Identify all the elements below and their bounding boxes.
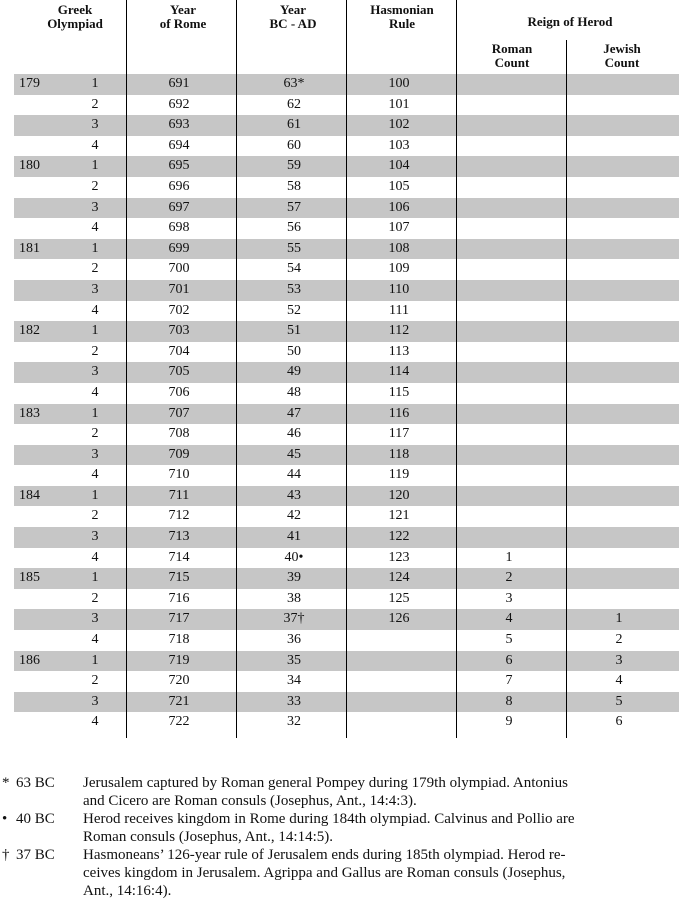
year-bc-ad-cell: 51 xyxy=(287,323,301,339)
olympiad-year-cell: 3 xyxy=(91,117,99,133)
olympiad-year-cell: 2 xyxy=(91,508,99,524)
year-bc-ad-cell: 55 xyxy=(287,240,301,256)
year-bc-ad-cell: 34 xyxy=(287,673,301,689)
year-of-rome-cell: 700 xyxy=(168,261,190,277)
hasmonian-rule-cell: 105 xyxy=(388,178,410,194)
roman-count-cell: 2 xyxy=(505,570,513,586)
year-bc-ad-cell: 56 xyxy=(287,220,301,236)
olympiad-year-cell: 2 xyxy=(91,426,99,442)
year-bc-ad-cell: 42 xyxy=(287,508,301,524)
year-of-rome-cell: 691 xyxy=(168,76,190,91)
column-divider xyxy=(456,0,457,738)
olympiad-year-cell: 2 xyxy=(91,343,99,359)
footnote-mark: • xyxy=(2,811,8,827)
year-of-rome-cell: 697 xyxy=(168,199,190,215)
header-line: Count xyxy=(494,55,530,70)
hasmonian-rule-cell: 101 xyxy=(388,96,410,112)
year-of-rome-cell: 704 xyxy=(168,343,190,359)
hasmonian-rule-cell: 126 xyxy=(388,611,410,627)
year-of-rome-cell: 717 xyxy=(168,611,190,627)
olympiad-year-cell: 1 xyxy=(91,487,99,503)
header-line: Jewish xyxy=(603,41,641,56)
olympiad-year-cell: 2 xyxy=(91,261,99,277)
roman-count-cell: 8 xyxy=(505,693,513,709)
year-bc-ad-cell: 46 xyxy=(287,426,301,442)
year-bc-ad-cell: 40• xyxy=(284,549,304,565)
year-of-rome-cell: 711 xyxy=(168,487,190,503)
footnotes xyxy=(0,774,683,900)
year-of-rome-cell: 703 xyxy=(168,323,190,339)
year-of-rome-cell: 710 xyxy=(168,467,190,483)
olympiad-cell: 179 xyxy=(19,76,40,91)
year-bc-ad-cell: 63* xyxy=(283,76,305,91)
year-bc-ad-cell: 47 xyxy=(287,405,301,421)
year-bc-ad-cell: 58 xyxy=(287,178,301,194)
column-divider xyxy=(236,0,237,738)
olympiad-year-cell: 3 xyxy=(91,611,99,627)
footnote-text xyxy=(83,846,683,900)
year-bc-ad-cell: 59 xyxy=(287,158,301,174)
year-bc-ad-cell: 43 xyxy=(287,487,301,503)
year-bc-ad-cell: 61 xyxy=(287,117,301,133)
hasmonian-rule-cell: 113 xyxy=(388,343,410,359)
olympiad-year-cell: 1 xyxy=(91,240,99,256)
year-bc-ad-cell: 37† xyxy=(283,611,305,627)
year-bc-ad-cell: 48 xyxy=(287,384,301,400)
year-of-rome-cell: 712 xyxy=(168,508,190,524)
header-line: Greek xyxy=(57,2,93,17)
olympiad-cell: 181 xyxy=(19,240,40,256)
year-bc-ad-cell: 50 xyxy=(287,343,301,359)
olympiad-year-cell: 2 xyxy=(91,96,99,112)
footnote-text xyxy=(83,810,683,846)
footnote-year: 40 BC xyxy=(16,811,55,827)
year-of-rome-cell: 707 xyxy=(168,405,190,421)
olympiad-cell: 186 xyxy=(19,652,40,668)
year-bc-ad-cell: 62 xyxy=(287,96,301,112)
year-bc-ad-cell: 33 xyxy=(287,693,301,709)
roman-count-cell: 3 xyxy=(505,590,513,606)
year-bc-ad-cell: 52 xyxy=(287,302,301,318)
hasmonian-rule-cell: 114 xyxy=(388,364,410,380)
olympiad-year-cell: 4 xyxy=(91,549,99,565)
year-bc-ad-cell: 45 xyxy=(287,446,301,462)
header-jewish-count xyxy=(572,42,672,70)
olympiad-year-cell: 4 xyxy=(91,384,99,400)
hasmonian-rule-cell: 103 xyxy=(388,137,410,153)
hasmonian-rule-cell: 111 xyxy=(389,302,409,318)
year-of-rome-cell: 694 xyxy=(168,137,190,153)
year-bc-ad-cell: 60 xyxy=(287,137,301,153)
roman-count-cell: 1 xyxy=(505,549,513,565)
jewish-count-cell: 3 xyxy=(615,652,623,668)
jewish-count-cell: 6 xyxy=(615,714,623,730)
jewish-count-cell: 2 xyxy=(615,632,623,648)
header-line: Rule xyxy=(389,16,415,31)
olympiad-year-cell: 1 xyxy=(91,405,99,421)
olympiad-year-cell: 2 xyxy=(91,590,99,606)
year-bc-ad-cell: 49 xyxy=(287,364,301,380)
header-roman-count xyxy=(462,42,562,70)
olympiad-year-cell: 4 xyxy=(91,137,99,153)
year-bc-ad-cell: 57 xyxy=(287,199,301,215)
roman-count-cell: 6 xyxy=(505,652,513,668)
olympiad-year-cell: 3 xyxy=(91,199,99,215)
hasmonian-rule-cell: 119 xyxy=(388,467,410,483)
footnote-text xyxy=(83,774,683,810)
olympiad-cell: 182 xyxy=(19,323,40,339)
year-of-rome-cell: 713 xyxy=(168,529,190,545)
hasmonian-rule-cell: 120 xyxy=(388,487,410,503)
hasmonian-rule-cell: 107 xyxy=(388,220,410,236)
hasmonian-rule-cell: 100 xyxy=(388,76,410,91)
hasmonian-rule-cell: 112 xyxy=(388,323,410,339)
year-of-rome-cell: 698 xyxy=(168,220,190,236)
header-line: of Rome xyxy=(159,16,207,31)
year-bc-ad-cell: 54 xyxy=(287,261,301,277)
hasmonian-rule-cell: 108 xyxy=(388,240,410,256)
year-bc-ad-cell: 32 xyxy=(287,714,301,730)
olympiad-year-cell: 1 xyxy=(91,652,99,668)
footnote-year: 63 BC xyxy=(16,775,55,791)
header-hasmonian-rule xyxy=(352,3,452,31)
header-line: Roman xyxy=(491,41,533,56)
footnote xyxy=(0,774,683,810)
footnote-line: Herod receives kingdom in Rome during 184th olympiad. Calvinus and Pollio are xyxy=(83,811,575,827)
hasmonian-rule-cell: 125 xyxy=(388,590,410,606)
column-divider xyxy=(566,40,567,738)
olympiad-year-cell: 1 xyxy=(91,570,99,586)
header-line: Count xyxy=(604,55,640,70)
olympiad-year-cell: 3 xyxy=(91,364,99,380)
footnote-line: Roman consuls (Josephus, Ant., 14:14:5). xyxy=(83,829,333,845)
header-line: Year xyxy=(170,2,196,17)
olympiad-year-cell: 3 xyxy=(91,693,99,709)
year-of-rome-cell: 714 xyxy=(168,549,190,565)
hasmonian-rule-cell: 104 xyxy=(388,158,410,174)
hasmonian-rule-cell: 123 xyxy=(388,549,410,565)
footnote-mark: † xyxy=(2,847,10,863)
year-bc-ad-cell: 41 xyxy=(287,529,301,545)
hasmonian-rule-cell: 124 xyxy=(388,570,410,586)
olympiad-year-cell: 1 xyxy=(91,158,99,174)
footnote-line: Jerusalem captured by Roman general Pompey during 179th olympiad. Antonius xyxy=(83,775,568,791)
olympiad-year-cell: 3 xyxy=(91,281,99,297)
olympiad-year-cell: 2 xyxy=(91,673,99,689)
year-of-rome-cell: 693 xyxy=(168,117,190,133)
hasmonian-rule-cell: 102 xyxy=(388,117,410,133)
footnote-line: Ant., 14:16:4). xyxy=(83,883,172,899)
footnote-line: Hasmoneans’ 126-year rule of Jerusalem ends during 185th olympiad. Herod re- xyxy=(83,847,566,863)
olympiad-cell: 184 xyxy=(19,487,40,503)
olympiad-year-cell: 4 xyxy=(91,220,99,236)
year-of-rome-cell: 718 xyxy=(168,632,190,648)
footnote-mark: * xyxy=(2,775,10,791)
jewish-count-cell: 4 xyxy=(615,673,623,689)
footnote-line: ceives kingdom in Jerusalem. Agrippa and Gallus are Roman consuls (Josephus, xyxy=(83,865,566,881)
year-bc-ad-cell: 38 xyxy=(287,590,301,606)
header-line: BC - AD xyxy=(269,16,317,31)
roman-count-cell: 5 xyxy=(505,632,513,648)
year-bc-ad-cell: 35 xyxy=(287,652,301,668)
year-bc-ad-cell: 39 xyxy=(287,570,301,586)
footnote-year: 37 BC xyxy=(16,847,55,863)
header-line: Hasmonian xyxy=(370,2,434,17)
year-of-rome-cell: 719 xyxy=(168,652,190,668)
olympiad-year-cell: 1 xyxy=(91,323,99,339)
hasmonian-rule-cell: 110 xyxy=(388,281,410,297)
header-line: Year xyxy=(280,2,306,17)
olympiad-year-cell: 1 xyxy=(91,76,99,91)
year-bc-ad-cell: 44 xyxy=(287,467,301,483)
year-bc-ad-cell: 36 xyxy=(287,632,301,648)
header-year-of-rome xyxy=(133,3,233,31)
footnote xyxy=(0,846,683,900)
year-of-rome-cell: 716 xyxy=(168,590,190,606)
year-of-rome-cell: 692 xyxy=(168,96,190,112)
year-of-rome-cell: 695 xyxy=(168,158,190,174)
hasmonian-rule-cell: 121 xyxy=(388,508,410,524)
olympiad-cell: 180 xyxy=(19,158,40,174)
column-divider xyxy=(346,0,347,738)
roman-count-cell: 7 xyxy=(505,673,513,689)
roman-count-cell: 4 xyxy=(505,611,513,627)
footnote-line: and Cicero are Roman consuls (Josephus, Ant., 14:4:3). xyxy=(83,793,417,809)
olympiad-year-cell: 3 xyxy=(91,446,99,462)
hasmonian-rule-cell: 122 xyxy=(388,529,410,545)
olympiad-year-cell: 3 xyxy=(91,529,99,545)
year-of-rome-cell: 709 xyxy=(168,446,190,462)
olympiad-cell: 183 xyxy=(19,405,40,421)
year-of-rome-cell: 705 xyxy=(168,364,190,380)
year-of-rome-cell: 720 xyxy=(168,673,190,689)
jewish-count-cell: 1 xyxy=(615,611,623,627)
roman-count-cell: 9 xyxy=(505,714,513,730)
hasmonian-rule-cell: 118 xyxy=(388,446,410,462)
year-of-rome-cell: 715 xyxy=(168,570,190,586)
hasmonian-rule-cell: 115 xyxy=(388,384,410,400)
year-of-rome-cell: 721 xyxy=(168,693,190,709)
olympiad-year-cell: 4 xyxy=(91,467,99,483)
year-of-rome-cell: 722 xyxy=(168,714,190,730)
hasmonian-rule-cell: 106 xyxy=(388,199,410,215)
olympiad-year-cell: 2 xyxy=(91,178,99,194)
header-line: Olympiad xyxy=(47,16,103,31)
year-of-rome-cell: 708 xyxy=(168,426,190,442)
year-of-rome-cell: 702 xyxy=(168,302,190,318)
year-of-rome-cell: 706 xyxy=(168,384,190,400)
olympiad-cell: 185 xyxy=(19,570,40,586)
year-bc-ad-cell: 53 xyxy=(287,281,301,297)
column-divider xyxy=(126,0,127,738)
header-year-bc-ad xyxy=(243,3,343,31)
header-greek-olympiad xyxy=(30,3,120,31)
jewish-count-cell: 5 xyxy=(615,693,623,709)
hasmonian-rule-cell: 116 xyxy=(388,405,410,421)
year-of-rome-cell: 696 xyxy=(168,178,190,194)
year-of-rome-cell: 701 xyxy=(168,281,190,297)
hasmonian-rule-cell: 117 xyxy=(388,426,410,442)
footnote xyxy=(0,810,683,846)
olympiad-year-cell: 4 xyxy=(91,714,99,730)
year-of-rome-cell: 699 xyxy=(168,240,190,256)
header-reign-of-herod: Reign of Herod xyxy=(527,14,613,29)
olympiad-year-cell: 4 xyxy=(91,632,99,648)
olympiad-year-cell: 4 xyxy=(91,302,99,318)
hasmonian-rule-cell: 109 xyxy=(388,261,410,277)
